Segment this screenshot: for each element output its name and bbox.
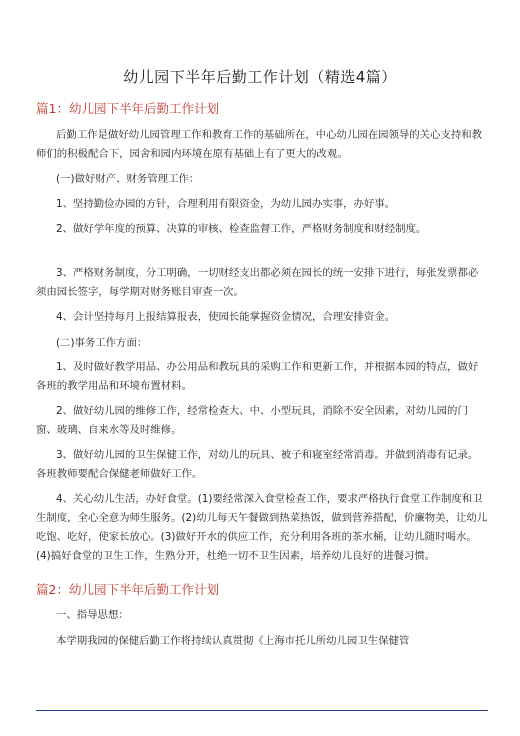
part-2-item-4: 4、关心幼儿生活，办好食堂。(1)要经常深入食堂检查工作，要求严格执行食堂工作制度和卫生制度，全心全意为师生服务。(2)幼儿每天午餐做到热菜热饭，做到营养搭配，价廉物美，让幼儿吃饱、吃好，使家长放心。(3)做好开水的供应工作，充分利用各班的茶水桶，让幼儿随时喝水。(4)搞好食堂的卫生工作，生熟分开，杜绝一切不卫生因素，培养幼儿良好的进餐习惯。 [36,493,488,562]
part-1-item-4: 4、会计坚持每月上报结算报表，使园长能掌握资金情况，合理安排资金。 [56,311,396,323]
part-1-item-3: 3、严格财务制度，分工明确，一切财经支出都必须在园长的统一安排下进行，每张发票都必须由园长签字，每学期对财务账目审查一次。 [36,267,479,298]
section-2-heading: 篇2：幼儿园下半年后勤工作计划 [36,582,219,597]
part-1-item-2: 2、做好学年度的预算、决算的审核、检查监督工作，严格财务制度和财经制度。 [56,223,427,235]
section-1-heading: 篇1：幼儿园下半年后勤工作计划 [36,101,219,116]
guide-title: 一、指导思想： [56,609,129,621]
section-1-intro: 后勤工作是做好幼儿园管理工作和教育工作的基础所在，中心幼儿园在园领导的关心支持和教师们的积极配合下，园舍和园内环境在原有基础上有了更大的改观。 [36,129,483,160]
document-title: 幼儿园下半年后勤工作计划（精选4篇） [123,68,397,86]
part-1-title: (一)做好财产、财务管理工作： [56,173,200,185]
part-2-item-1: 1、及时做好教学用品、办公用品和教玩具的采购工作和更新工作，并根据本园的特点，做好各班的教学用品和环境布置材料。 [36,361,479,392]
part-1-item-1: 1、坚持勤俭办园的方针，合理利用有限资金，为幼儿园办实事，办好事。 [56,198,396,210]
part-2-title: (二)事务工作方面： [56,337,148,349]
part-2-item-3: 3、做好幼儿园的卫生保健工作，对幼儿的玩具、被子和寝室经常消毒。并做到消毒有记录。各班教师要配合保健老师做好工作。 [36,449,479,480]
part-2-item-2: 2、做好幼儿园的维修工作，经常检查大、中、小型玩具，消除不安全因素，对幼儿园的门窗、玻璃、自来水等及时维修。 [36,405,468,436]
footer-divider [36,710,488,711]
guide-text: 本学期我园的保健后勤工作将持续认真贯彻《上海市托儿所幼儿园卫生保健管 [56,635,410,647]
